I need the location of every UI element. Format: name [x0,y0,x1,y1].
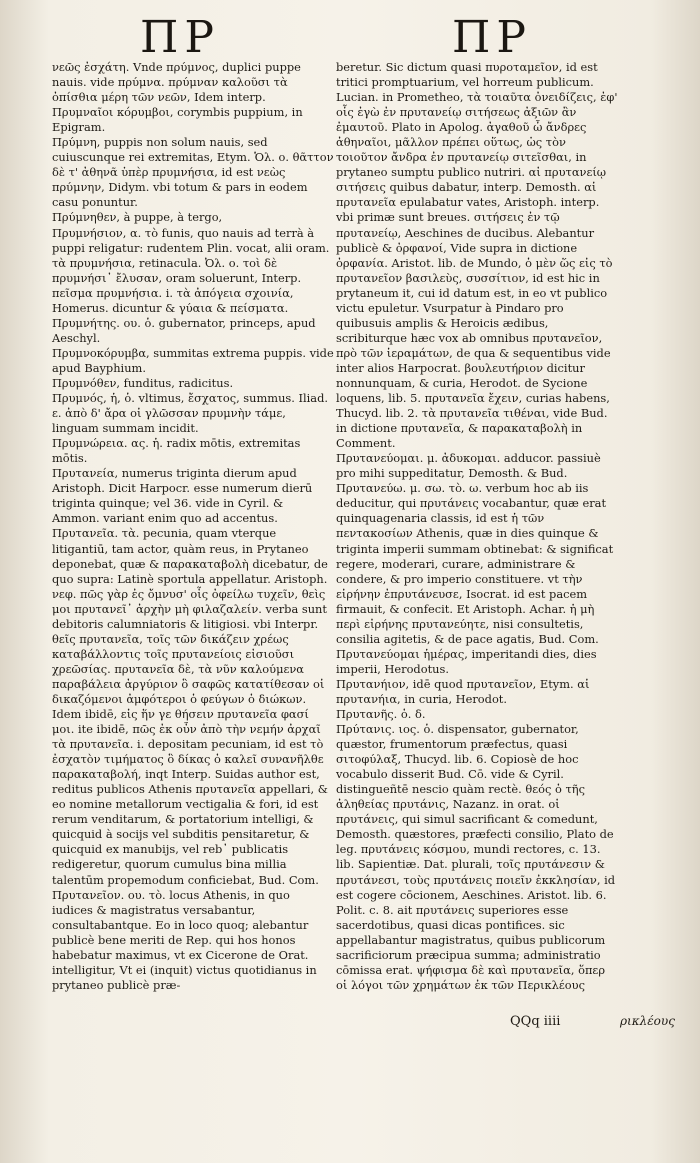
dictionary-entry: Πρυτανήιον, idē quod πρυτανεῖον, Etym. αἱ πρυτανήια, in curia, Herodot. [336,676,590,706]
dictionary-entry: Πρυτανεύω. μ. σω. τὸ. ω. verbum hoc ab iis deducitur, qui πρυτάνεις vocabantur, quæ erat quinquagenaria classis, id est ἡ τῶν πεντακοσίων Athenis, quæ in dies quinque & triginta imperii summam obtinebat: & significat regere, moderari, curare, administrare & condere, & pro imperio constituere. vt τὴν εἰρήνην ἐπρυτάνευσε, Isocrat. id est pacem firmauit, & confecit. Et Aristoph. Achar. ἡ μὴ περὶ εἰρήνης πρυτανεύητε, nisi consultetis, consilia agitetis, & de pace agatis, Bud. Com. [336,481,614,646]
running-header-left: ΠΡ [140,12,220,63]
dictionary-entry: Πρυμνοκόρυμβα, summitas extrema puppis. vide apud Bayphium. [52,345,334,375]
dictionary-entry: νεῶς ἐσχάτη. Vnde πρύμνος, duplici puppe nauis. vide πρύμνα. πρύμναν καλοῦσι τὰ ὀπίσθια μέρη τῶν νεῶν, Idem interp. [52,60,301,105]
signature-mark: QQq iiii [510,1014,561,1029]
dictionary-entry: Πρυμνήτης. ου. ὁ. gubernator, princeps, apud Aeschyl. [52,315,316,345]
dictionary-entry: Πρύμνηθεν, à puppe, à tergo, [52,210,223,225]
dictionary-entry: Πρυμνήσιον, α. τὸ funis, quo nauis ad terrà à puppi religatur: rudentem Plin. vocat, alii oram. τὰ πρυμνήσια, retinacula. Ὀλ. ο. τοὶ δὲ πρυμνήσι᾽ ἔλυσαν, oram soluerunt, Interp. πεῖσμα πρυμνήσια. i. τὰ ἀπόγεια σχοινία, Homerus. dicuntur & γύαια & πείσματα. [52,225,330,315]
dictionary-entry: Πρύτανις. ιος. ὁ. dispensator, gubernator, quæstor, frumentorum præfectus, quasi σιτοφύλαξ, Thucyd. lib. 6. Copiosè de hoc vocabulo disserit Bud. Cō. vide & Cyril. distingueñtē nescio quàm rectè. θεός ὁ τῆς ἀληθείας πρυτάνις, Nazanz. in orat. οἱ πρυτάνεις, qui simul sacrificant & comedunt, Demosth. quæstores, præfecti consilio, Plato de leg. πρυτάνεις κόσμου, mundi rectores, c. 13. lib. Sapientiæ. Dat. plurali, τοῖς πρυτάνεσιν & πρυτάνεσι, τοὺς πρυτάνεις ποιεῖν ἐκκλησίαν, id est cogere cōcionem, Aeschines. Aristot. lib. 6. Polit. c. 8. ait πρυτάνεις superiores esse sacerdotibus, quasi dicas pontifices. sic appellabantur magistratus, quibus publicorum sacrificiorum præcipua summa; administratio cōmissa erat. ψήφισμα δὲ καὶ πρυτανεῖα, ὅπερ οἱ λόγοι τῶν χρημάτων ἐκ τῶν Περικλέους [336,722,616,992]
dictionary-entry: beretur. Sic dictum quasi πυροταμεῖον, id est tritici promptuarium, vel horreum publicum. Lucian. in Prometheo, τὰ τοιαῦτα ὀνειδίζεις, ἐφ' οἷς ἐγὼ ἐν πρυτανείῳ σιτήσεως ἀξιῶν ἂν ἐμαυτοῦ. Plato in Apolog. ἀγαθοῦ ὦ ἄνδρες ἀθηναῖοι, μᾶλλον πρέπει οὕτως, ὡς τὸν τοιοῦτον ἄνδρα ἐν πρυτανείῳ σιτεῖσθαι, in prytaneo sumptu publico nutriri. αἱ πρυτανείῳ σιτήσεις quibus dabatur, interp. Demosth. αἱ πρυτανεῖα epulabatur vates, Aristoph. interp. vbi primæ sunt breues. σιτήσεις ἐν τῷ πρυτανείῳ, Aeschines de ducibus. Alebantur publicè & ὀρφανοί, Vide supra in dictione ὀρφανία. Aristot. lib. de Mundo, ὁ μὲν ὥς εἰς τὸ πρυτανεῖον βασιλεὺς, συσσίτιον, id est hic in prytaneum it, cui id datum est, in eo vt publico victu epuletur. Vsurpatur à Pindaro pro quibusuis amplis & Heroicis ædibus, scribiturque hæc vox ab omnibus πρυτανεῖον, πρὸ τῶν ἱεραμάτων, de qua & sequentibus vide inter alios Harpocrat. βουλευτήριον dicitur nonnunquam, & curia, Herodot. de Sycione loquens, lib. 5. πρυτανεῖα ἔχειν, curias habens, Thucyd. lib. 2. τὰ πρυτανεῖα τιθέναι, vide Bud. in dictione πρυτανεῖα, & παρακαταβολὴ in Comment. [336,60,618,451]
dictionary-entry: Πρυτανεῖον. ου. τὸ. locus Athenis, in quo iudices & magistratus versabantur, consultabantque. Eo in loco quoq; alebantur publicè bene meriti de Rep. qui hos honos habebatur maximus, vt ex Cicerone de Orat. intelligitur, Vt ei (inquit) victus quotidianus in prytaneo publicè præ- [52,887,317,992]
dictionary-entry: Πρυτανεῖα. τὰ. pecunia, quam vterque litigantiū, tam actor, quàm reus, in Prytaneo deponebat, quæ & παρακαταβολὴ dicebatur, de quo supra: Latinè sportula appellatur. Aristoph. νεφ. πῶς γὰρ ἐς ὄμνυσ' οἷς ὀφείλω τυχεῖν, θεὶς μοι πρυτανεῖ᾽ ἀρχὴν μὴ φιλαζαλείν. verba sunt debitoris calumniatoris & litigiosi. vbi Interpr. θεῖς πρυτανεῖα, τοῖς τῶν δικάζειν χρέως καταβάλλοντις τοῖς πρυτανείοις εἰσιοῦσι χρεῶσίας. πρυτανεῖα δὲ, τὰ νῦν καλούμενα παραβάλεια ἀργύριον ὃ σαφῶς κατατίθεσαν οἱ δικαζόμενοι ἀμφότεροι ὁ φεύγων ὁ διώκων. Idem ibidē, εἰς ἥν γε θήσειν πρυτανεῖα φασί μοι. ite ibidē, πῶς ἐκ οὖν ἀπὸ τὴν νεμήν ἀρχαῖ τὰ πρυτανεῖα. i. depositam pecuniam, id est τὸ ἐσχατὸν τιμήματος ὃ δίκας ὁ καλεῖ συνανῆλθε παρακαταβολή, inqt Interp. Suidas author est, reditus publicos Athenis πρυτανεῖα appellari, & eo nomine metallorum vectigalia & fori, id est rerum venditarum, & portatorium intelligi, & quicquid à socijs vel subditis pensitaretur, & quicquid ex manubijs, vel reb᾿ publicatis redigeretur, quorum cumulus bina millia talentūm propemodum conficiebat, Bud. Com. [52,526,328,887]
dictionary-entry: Πρυτανεία, numerus triginta dierum apud Aristoph. Dicit Harpocr. esse numerum dierū triginta quinque; vel 36. vide in Cyril. & Ammon. variant enim quo ad accentus. [52,466,313,526]
right-column [336,60,618,993]
left-column [52,60,334,993]
catchword: ρικλέους [620,1014,675,1028]
dictionary-entry: Πρυμνώρεια. ας. ἡ. radix mōtis, extremitas mōtis. [52,436,301,466]
dictionary-entry: Πρυμνός, ἡ, ὁ. vltimus, ἔσχατος, summus. Iliad. ε. ἀπὸ δ' ἄρα οἱ γλῶσσαν πρυμνὴν τάμε, linguam summam incidit. [52,391,329,436]
running-header-right: ΠΡ [452,12,532,63]
dictionary-entry: Πρυμναῖοι κόρυμβοι, corymbis puppium, in Epigram. [52,105,303,135]
dictionary-entry: Πρυτανεύομαι ἡμέρας, imperitandi dies, dies imperii, Herodotus. [336,646,597,676]
dictionary-entry: Πρυμνόθεν, funditus, radicitus. [52,375,234,390]
dictionary-entry: Πρυτανῆς. ὁ. δ. [336,707,426,722]
dictionary-entry: Πρυτανεύομαι. μ. ἀδυκομαι. adducor. passiuè pro mihi suppeditatur, Demosth. & Bud. [336,451,601,481]
dictionary-entry: Πρύμνη, puppis non solum nauis, sed cuiuscunque rei extremitas, Etym. Ὁλ. ο. θᾶττον δὲ τ' ἀθηνᾶ ὑπὲρ πρυμνήσια, id est νεὼς πρύμνην, Didym. vbi totum & pars in eodem casu ponuntur. [52,135,334,210]
